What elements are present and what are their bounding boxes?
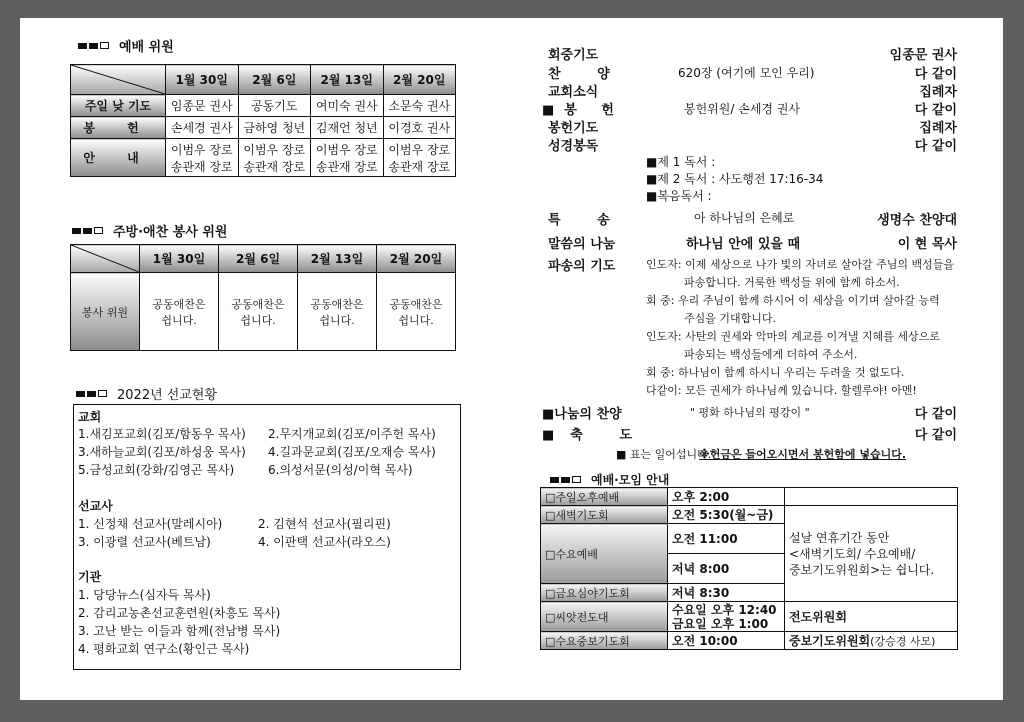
order-person: 생명수 찬양대: [877, 213, 957, 228]
order-person: 다 같이: [914, 428, 957, 443]
date-header: 2월 20일: [383, 65, 456, 95]
table-cell: 김재언 청년: [311, 117, 384, 139]
schedule-time: 오후 2:00: [668, 488, 785, 506]
schedule-time: 저녁 8:30: [668, 584, 785, 602]
order-label: 봉헌기도: [548, 121, 599, 136]
section-marker-icon: [72, 227, 103, 234]
order-person: 다 같이: [914, 103, 957, 118]
mission-box: [73, 404, 461, 670]
stand-note: ■ 표는 일어섭니다.: [616, 448, 712, 461]
table-cell: 소문숙 권사: [383, 95, 456, 117]
date-header: 1월 30일: [166, 65, 239, 95]
schedule-note: 중보기도위원회(강승경 사모): [785, 632, 958, 650]
church-heading: 교회: [78, 410, 102, 424]
list-item: 3. 이광렬 선교사(베트남): [78, 535, 211, 549]
date-header: 1월 30일: [140, 245, 219, 273]
list-item: 3.새하늘교회(김포/하성웅 목사): [78, 445, 246, 459]
reading-line: ■제 2 독서 : 사도행전 17:16-34: [646, 172, 824, 186]
order-person: 다 같이: [914, 139, 957, 154]
date-header: 2월 6일: [238, 65, 311, 95]
missionary-heading: 선교사: [78, 499, 113, 513]
schedule-name: □수요예배: [541, 524, 668, 584]
order-person: 집례자: [919, 121, 957, 136]
schedule-table: [540, 487, 958, 650]
schedule-notice: 설날 연휴기간 동안 <새벽기도회/ 수요예배/ 중보기도위원회>는 쉽니다.: [785, 506, 958, 602]
prayer-line: 인도자: 이제 세상으로 나가 빛의 자녀로 살아갈 주님의 백성들을: [646, 258, 954, 271]
kitchen-staff-table: [70, 244, 456, 351]
reading-line: ■제 1 독서 :: [646, 155, 716, 169]
schedule-name: □수요중보기도회: [541, 632, 668, 650]
row-label: 봉사 위원: [71, 273, 140, 351]
list-item: 2. 감리교농촌선교훈련원(차흥도 목사): [78, 606, 281, 620]
order-person: 집례자: [919, 85, 957, 100]
date-header: 2월 13일: [311, 65, 384, 95]
order-label: ■봉 헌: [542, 103, 624, 118]
table-cell: 이범우 장로 송관재 장로: [383, 139, 456, 177]
table-cell: 공동기도: [238, 95, 311, 117]
offering-note: ※헌금은 들어오시면서 봉헌함에 넣습니다.: [699, 448, 907, 461]
prayer-line: 회 중: 우리 주님이 함께 하시어 이 세상을 이기며 살아갈 능력: [646, 294, 940, 307]
mission-title: 2022년 선교현황: [76, 384, 217, 403]
prayer-line: 인도자: 사탄의 권세와 악마의 계교를 이겨낼 지혜를 세상으로: [646, 330, 940, 343]
table-cell: 금하영 청년: [238, 117, 311, 139]
order-label: 성경봉독: [548, 139, 599, 154]
list-item: 1. 신정채 선교사(말레시아): [78, 517, 223, 531]
order-label: 찬 양: [548, 67, 626, 82]
list-item: 6.의성서문(의성/이혁 목사): [268, 463, 413, 477]
list-item: 5.금성교회(강화/김영곤 목사): [78, 463, 235, 477]
order-person: 임종문 권사: [889, 48, 957, 63]
sermon-title: 하나님 안에 있을 때: [686, 237, 801, 252]
order-detail: " 평화 하나님의 평강이 ": [690, 406, 810, 419]
table-cell: 여미숙 권사: [311, 95, 384, 117]
table-cell: 공동애찬은 쉽니다.: [219, 273, 298, 351]
table-corner: [71, 245, 140, 273]
table-cell: 이범우 장로 송관재 장로: [311, 139, 384, 177]
list-item: 4.길과문교회(김포/오재승 목사): [268, 445, 436, 459]
order-label: 파송의 기도: [548, 259, 616, 274]
schedule-time: 오전 5:30(월~금): [668, 506, 785, 524]
order-person: 이 현 목사: [897, 237, 957, 252]
prayer-line: 파송되는 백성들에게 더하여 주소서.: [684, 348, 858, 361]
order-label: 회중기도: [548, 48, 599, 63]
prayer-line: 파송합니다. 거룩한 백성들 위에 함께 하소서.: [684, 276, 900, 289]
list-item: 1. 당당뉴스(심자득 목사): [78, 588, 211, 602]
order-detail: 아 하나님의 은혜로: [694, 211, 795, 225]
list-item: 2.무지개교회(김포/이주헌 목사): [268, 427, 436, 441]
reading-line: ■복음독서 :: [646, 189, 712, 203]
org-heading: 기관: [78, 570, 102, 584]
order-label: ■나눔의 찬양: [542, 407, 622, 422]
worship-staff-table: [70, 64, 456, 177]
section-marker-icon: [550, 476, 581, 483]
order-detail: 620장 (여기에 모인 우리): [678, 66, 815, 80]
schedule-time: 오전 11:00: [668, 524, 785, 554]
table-cell: 공동애찬은 쉽니다.: [140, 273, 219, 351]
order-person: 다 같이: [914, 407, 957, 422]
list-item: 4. 평화교회 연구소(황인근 목사): [78, 642, 250, 656]
table-cell: 공동애찬은 쉽니다.: [377, 273, 456, 351]
schedule-time: 수요일 오후 12:40 금요일 오후 1:00: [668, 602, 785, 632]
schedule-time: 오전 10:00: [668, 632, 785, 650]
schedule-name: □새벽기도회: [541, 506, 668, 524]
prayer-line: 다같이: 모든 권세가 하나님께 있습니다. 할렐루야! 아멘!: [646, 384, 917, 397]
table-cell: 임종문 권사: [166, 95, 239, 117]
list-item: 1.새김포교회(김포/함동우 목사): [78, 427, 246, 441]
schedule-time: 저녁 8:00: [668, 554, 785, 584]
section-marker-icon: [78, 42, 109, 49]
order-label: 교회소식: [548, 85, 599, 100]
schedule-note: [785, 488, 958, 506]
row-label: 봉 헌: [71, 117, 166, 139]
schedule-name: □씨앗전도대: [541, 602, 668, 632]
order-label: 특 송: [548, 213, 626, 228]
schedule-name: □금요심야기도회: [541, 584, 668, 602]
date-header: 2월 13일: [298, 245, 377, 273]
table-corner: [71, 65, 166, 95]
order-label: ■축 도: [542, 428, 648, 443]
order-label: 말씀의 나눔: [548, 237, 616, 252]
table-cell: 손세경 권사: [166, 117, 239, 139]
prayer-line: 회 중: 하나님이 함께 하시니 우리는 두려울 것 없도다.: [646, 366, 905, 379]
worship-staff-title: 예배 위원: [78, 36, 174, 55]
date-header: 2월 6일: [219, 245, 298, 273]
schedule-note: 전도위원회: [785, 602, 958, 632]
table-cell: 공동애찬은 쉽니다.: [298, 273, 377, 351]
table-cell: 이경호 권사: [383, 117, 456, 139]
bulletin-page: [20, 18, 1003, 700]
table-cell: 이범우 장로 송관재 장로: [166, 139, 239, 177]
schedule-title: 예배·모임 안내: [550, 471, 669, 488]
row-label: 주일 낮 기도: [71, 95, 166, 117]
prayer-line: 주심을 기대합니다.: [684, 312, 777, 325]
section-marker-icon: [76, 390, 107, 397]
schedule-name: □주일오후예배: [541, 488, 668, 506]
row-label: 안 내: [71, 139, 166, 177]
list-item: 4. 이판택 선교사(라오스): [258, 535, 391, 549]
list-item: 3. 고난 받는 이들과 함께(전남병 목사): [78, 624, 281, 638]
list-item: 2. 김현석 선교사(필리핀): [258, 517, 391, 531]
table-cell: 이범우 장로 송관재 장로: [238, 139, 311, 177]
order-person: 다 같이: [914, 67, 957, 82]
date-header: 2월 20일: [377, 245, 456, 273]
order-detail: 봉헌위원/ 손세경 권사: [684, 102, 801, 116]
kitchen-staff-title: 주방·애찬 봉사 위원: [72, 221, 227, 240]
